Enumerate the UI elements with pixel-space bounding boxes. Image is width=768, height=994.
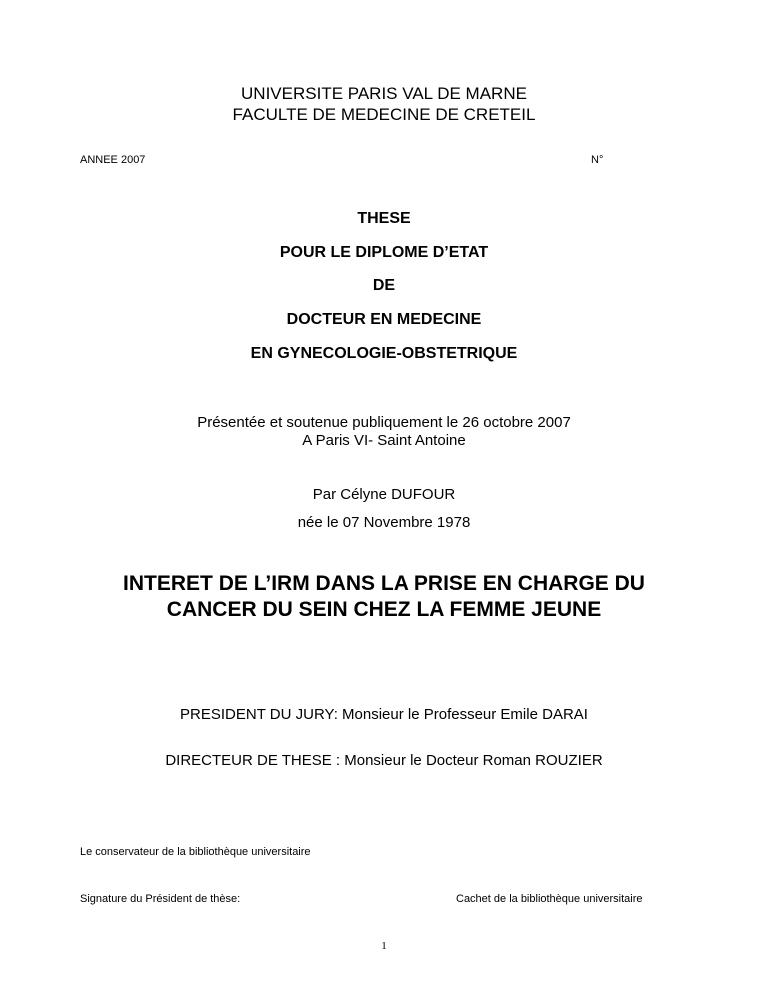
thesis-title-line-1: INTERET DE L’IRM DANS LA PRISE EN CHARGE DU (123, 572, 645, 595)
these-heading: THESE (357, 210, 411, 227)
jury-president: PRESIDENT DU JURY: Monsieur le Professeur Emile DARAI (180, 706, 588, 723)
presentation-location: A Paris VI- Saint Antoine (302, 432, 466, 449)
thesis-director: DIRECTEUR DE THESE : Monsieur le Docteur Roman ROUZIER (165, 752, 603, 769)
library-stamp-label: Cachet de la bibliothèque universitaire (456, 893, 643, 905)
presentation-date: Présentée et soutenue publiquement le 26 octobre 2007 (197, 414, 571, 431)
year-label: ANNEE 2007 (80, 154, 146, 166)
author-birth-date: née le 07 Novembre 1978 (297, 514, 471, 531)
de-line: DE (372, 277, 396, 294)
thesis-title-line-2: CANCER DU SEIN CHEZ LA FEMME JEUNE (166, 598, 602, 621)
author-name: Par Célyne DUFOUR (312, 486, 456, 503)
faculty-name: FACULTE DE MEDECINE DE CRETEIL (232, 105, 536, 124)
thesis-number-label: N° (591, 154, 604, 166)
diploma-line: POUR LE DIPLOME D’ETAT (279, 244, 489, 261)
president-signature-label: Signature du Président de thèse: (80, 893, 241, 905)
librarian-label: Le conservateur de la bibliothèque universitaire (80, 846, 311, 858)
specialty-line: EN GYNECOLOGIE-OBSTETRIQUE (250, 345, 518, 362)
page-number: 1 (381, 940, 387, 952)
doctor-line: DOCTEUR EN MEDECINE (286, 311, 482, 328)
university-name: UNIVERSITE PARIS VAL DE MARNE (241, 84, 527, 103)
